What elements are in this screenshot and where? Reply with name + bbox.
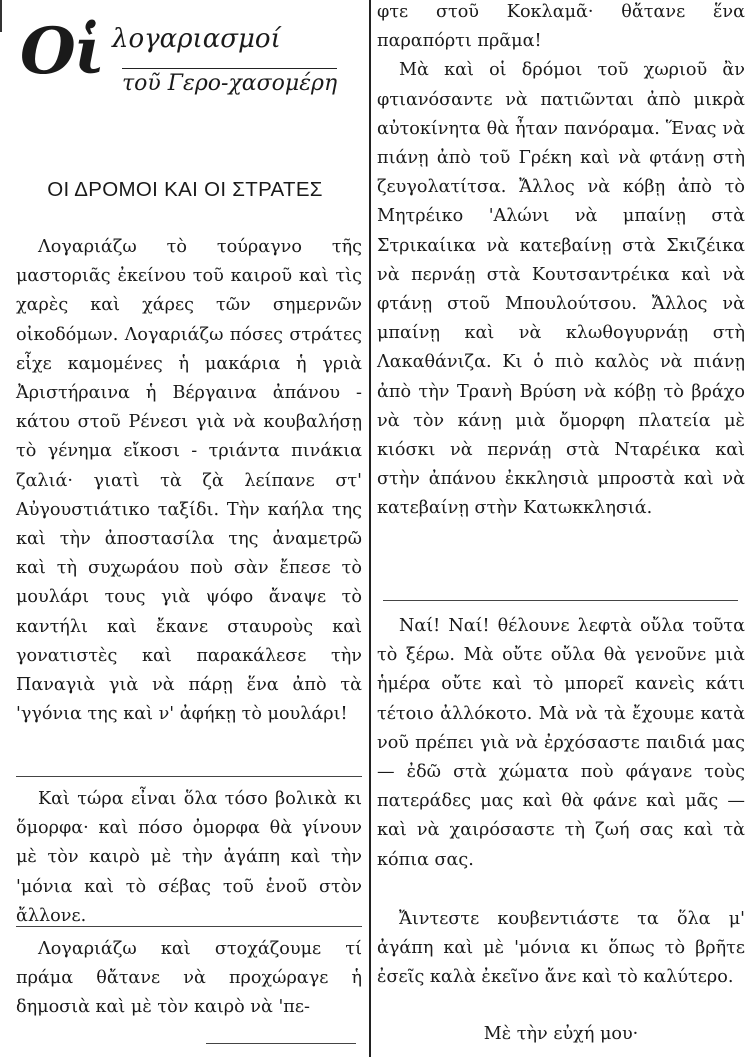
divider-rule — [383, 600, 738, 601]
divider-rule — [206, 1043, 356, 1044]
right-paragraph-1: Μὰ καὶ οἱ δρόμοι τοῦ χωριοῦ ἂν φτιανόσαντε νὰ πατιῶνται ἀπὸ μικρὰ αὐτοκίνητα θὰ ἦταν πανόραμα. Ἕνας νὰ πιάνῃ ἀπὸ τοῦ Γρέκη καὶ νὰ φτάνῃ στὴ ζευγολατίτσα. Ἄλλος νὰ κόβῃ ἀπὸ τὸ Μητρέικο 'Αλώνι νὰ μπαίνῃ στὰ Στρικαίικα νὰ κατεβαίνῃ στὰ Σκιζέικα νὰ περνάῃ στὰ Κουτσαντρέικα καὶ νὰ φτάνῃ στοῦ Μπουλούτσου. Ἄλλος νὰ μπαίνῃ καὶ νὰ κλωθογυρνάῃ στὴ Λακαθάνιζα. Κι ὁ πιὸ καλὸς νὰ πιάνῃ ἀπὸ τὴν Τρανὴ Βρύση νὰ κόβῃ τὸ βράχο νὰ τὸν κάνῃ μιὰ ὄμορφη πλατεία μὲ κιόσκι νὰ περνάῃ στὰ Νταρέικα καὶ στὴν ἀπάνου ἐκκλησιὰ μπροστὰ καὶ νὰ κατεβαίνῃ στὴν Κατωκκλησιά. — [377, 60, 745, 519]
right-paragraph-continuation: φτε στοῦ Κοκλαμᾶ· θἄτανε ἕνα παραπόρτι πρᾶμα! — [377, 2, 745, 52]
signoff: Μὲ τὴν εὐχή μου· — [483, 1024, 639, 1044]
column-masthead — [14, 14, 364, 108]
masthead-line-2: τοῦ Γερο-χασομέρη — [122, 68, 337, 95]
article-headline: ΟΙ ΔΡΟΜΟΙ ΚΑΙ ΟΙ ΣΤΡΑΤΕΣ — [47, 178, 323, 201]
divider-rule — [16, 926, 362, 927]
left-paragraph-2: Καὶ τώρα εἶναι ὅλα τόσο βολικὰ κι ὅμορφα· καὶ πόσο ὀμορφα θὰ γίνουν μὲ τὸν καιρὸ μὲ τὴν ἀγάπη καὶ τὴν 'μόνια καὶ τὸ σέβας τοῦ ἑνοῦ στὸν ἄλλονε. — [16, 789, 362, 926]
divider-rule — [16, 776, 362, 777]
left-paragraph-3: Λογαριάζω καὶ στοχάζουμε τί πράμα θἄτανε νὰ προχώραγε ἡ δημοσιὰ καὶ μὲ τὸν καιρὸ νὰ 'πε- — [16, 939, 362, 1018]
masthead-initial: Οἱ — [20, 14, 103, 89]
column-divider — [369, 0, 371, 1057]
masthead-line-1: λογαριασμοί — [112, 24, 281, 54]
left-paragraph-1: Λογαριάζω τὸ τούραγνο τῆς μαστοριᾶς ἐκείνου τοῦ καιροῦ καὶ τὶς χαρὲς καὶ χάρες τῶν σημερνῶν οἰκοδόμων. Λογαριάζω πόσες στράτες εἶχε καμομένες ἡ μακάρια ἡ γριὰ Ἀριστήραινα ἡ Βέργαινα ἀπάνου - κάτου στοῦ Ρένεσι γιὰ νὰ κουβαλήσῃ τὸ γένημα εἴκοσι - τριάντα πινάκια ζαλιά· γιατὶ τὰ ζὰ λείπανε στ' Αὐγουστιάτικο ταξίδι. Τὴν καήλα της καὶ τὴν ἀποστασίλα της ἀναμετρῶ καὶ τὴ συχωράου ποὺ σὰν ἔπεσε τὸ μουλάρι τους γιὰ ψόφο ἄναψε τὸ καντήλι καὶ ἔκανε σταυροὺς καὶ γονατιστὲς καὶ παρακάλεσε τὴν Παναγιὰ γιὰ νὰ πάρῃ ἕνα ἀπὸ τὰ 'γγόνια της καὶ ν' ἀφήκῃ τὸ μουλάρι! — [16, 237, 362, 725]
left-column — [6, 0, 364, 1057]
right-block-1 — [377, 0, 745, 524]
right-paragraph-2: Ναί! Ναί! θέλουνε λεφτὰ οὔλα τοῦτα τὸ ξέρω. Μὰ οὔτε οὔλα θὰ γενοῦνε μιὰ ἡμέρα οὔτε καὶ τὸ μπορεῖ κανεὶς κάτι τέτοιο ἀλλόκοτο. Μὰ νὰ τὰ ἔχουμε κατὰ νοῦ πρέπει γιὰ νὰ ἐρχόσαστε παιδιά μας — ἐδῶ στὰ χώματα ποὺ φάγανε τοὺς πατεράδες μας καὶ θὰ φάνε καὶ μᾶς — καὶ νὰ χαιρόσαστε τὴ ζωή σας καὶ τὰ κόπια σας. — [377, 616, 745, 870]
right-column — [377, 0, 745, 1057]
left-edge-rule — [0, 0, 2, 32]
right-paragraph-3: Ἄιντεστε κουβεντιάστε τα ὅλα μ' ἀγάπη καὶ μὲ 'μόνια κι ὅπως τὸ βρῆτε ἐσεῖς καλὰ ἐκεῖνο ἄνε καὶ τὸ καλύτερο. — [377, 909, 745, 988]
